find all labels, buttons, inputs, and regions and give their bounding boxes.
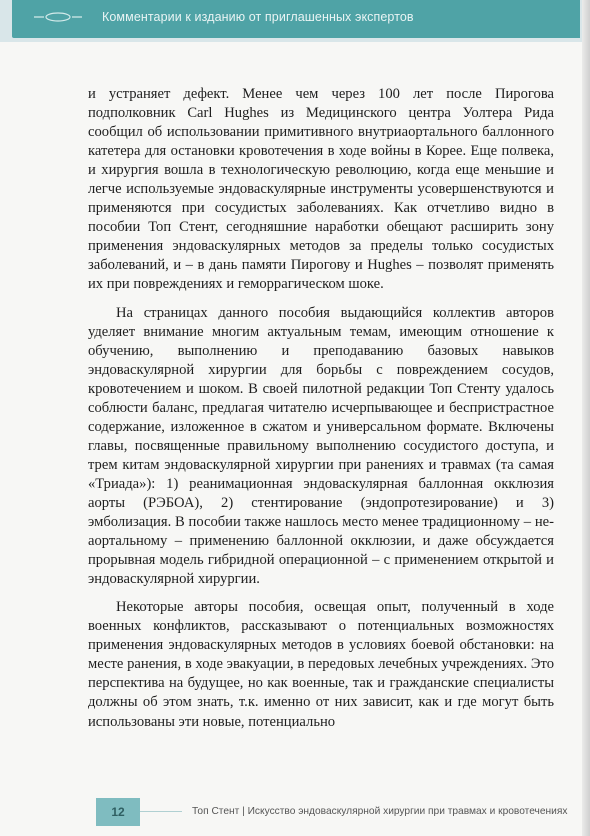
paragraph: и устраняет дефект. Менее чем через 100 лет после Пирогова подполковник Carl Hughes из Медицинского центра Уолтера Рида сообщил об использовании примитивного внутриаортального баллонного катетера для остановки кровотечения в ходе войны в Корее. Еще полвека, и хирургия вошла в технологическую революцию, когда еще меньшие и легче используемые эндоваскулярные инструменты усовершенствуются и применяются при сосудистых заболеваниях. Как отчетливо видно в пособии Топ Стент, сегодняшние наработки обещают расширить зону применения эндоваскулярных методов за пределы только сосудистых заболеваний, и – в дань памяти Пирогову и Hughes – позволят применять их при повреждениях и геморрагическом шоке. xyxy=(88,86,554,293)
page-number-box xyxy=(96,798,140,826)
paragraph: На страницах данного пособия выдающийся коллектив авторов уделяет внимание многим актуальным темам, имеющим отношение к обучению, выполнению и преподаванию базовых навыков эндоваскулярной хирургии для борьбы с повреждением сосудов, кровотечением и шоком. В своей пилотной редакции Топ Стенту удалось соблюсти баланс, предлагая читателю исчерпывающее и беспристрастное содержание, изложенное в сжатом и универсальном формате. Включены главы, посвященные правильному выполнению сосудистого доступа, и трем китам эндоваскулярной хирургии при ранениях и травмах (та самая «Триада»): 1) реанимационная эндоваскулярная баллонная окклюзия аорты (РЭБОА), 2) стентирование (эндопротезирование) и 3) эмболизация. В пособии также нашлось место менее традиционному – не-аортальному – применению баллонной окклюзии, и даже обсуждается прорывная модель гибридной операционной – с применением открытой и эндоваскулярной хирургии. xyxy=(88,304,554,588)
seal-ornament-icon xyxy=(34,12,82,22)
section-header-title: Комментарии к изданию от приглашенных экспертов xyxy=(102,10,414,24)
page-edge xyxy=(582,0,590,836)
body-text xyxy=(88,85,554,741)
running-title: Топ Стент | Искусство эндоваскулярной хирургии при травмах и кровотечениях xyxy=(192,806,568,817)
page-number: 12 xyxy=(111,805,125,819)
footer-divider xyxy=(140,811,182,812)
paragraph: Некоторые авторы пособия, освещая опыт, полученный в ходе военных конфликтов, рассказывают о потенциальных возможностях применения эндоваскулярных методов в условиях боевой обстановки: на месте ранения, в ходе эвакуации, в передовых лечебных учреждениях. Это перспектива на будущее, но как военные, так и гражданские специалисты должны об этом знать, т.к. именно от них зависит, как и где могут быть использованы эти новые, потенциально xyxy=(88,599,554,730)
header-tab xyxy=(12,0,580,38)
